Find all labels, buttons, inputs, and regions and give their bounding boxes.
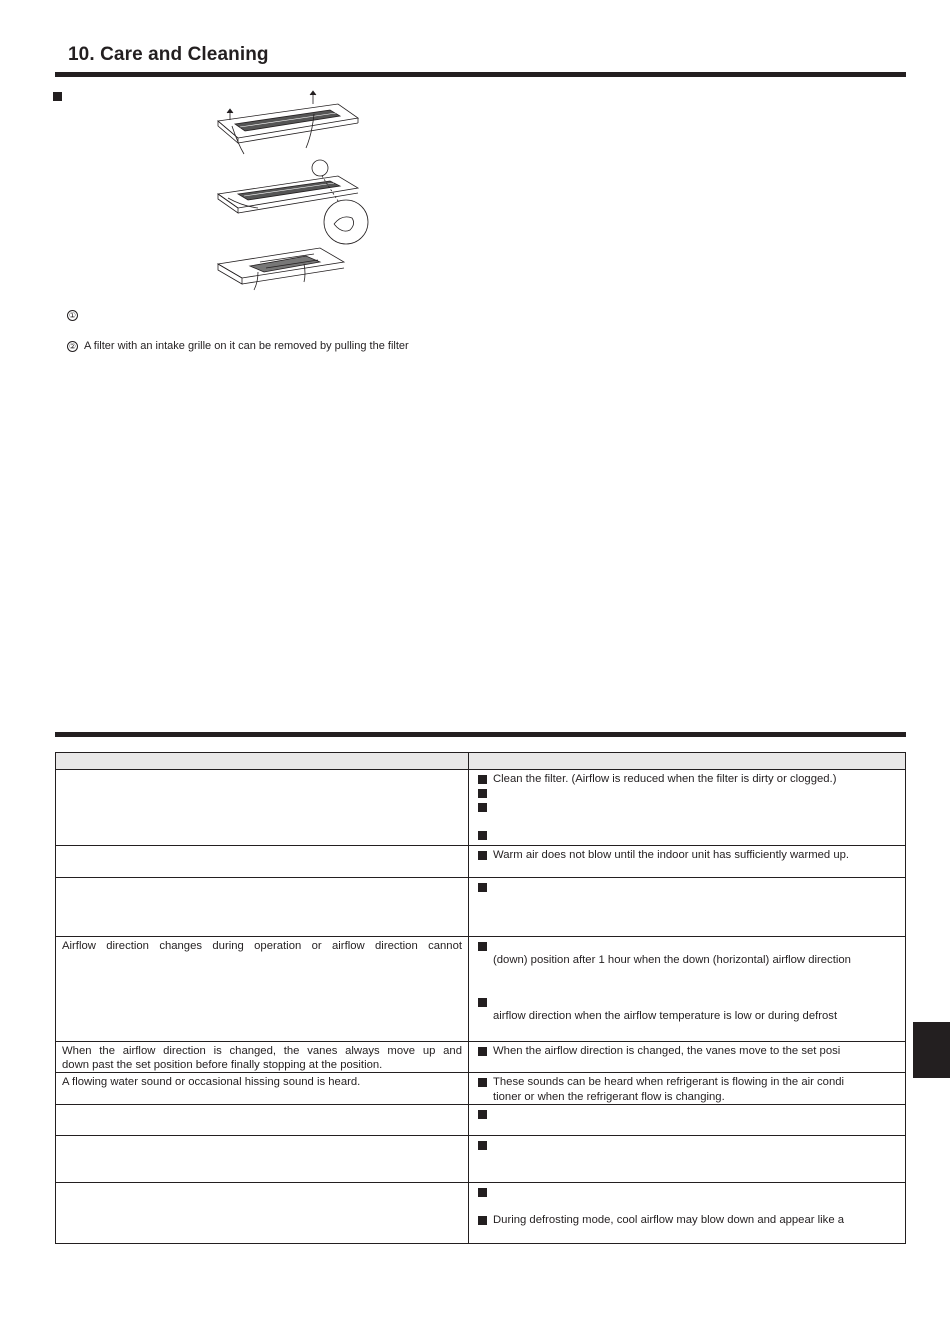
problem-text: When the airflow direction is changed, the vanes always move up and xyxy=(62,1045,462,1057)
note-marker: ① xyxy=(68,311,77,320)
solution-item xyxy=(475,1107,899,1121)
solution-item: During defrosting mode, cool airflow may blow down and appear like a xyxy=(475,1213,899,1227)
solution-cell xyxy=(469,878,906,937)
table-row xyxy=(56,1105,906,1136)
problem-cell xyxy=(56,1042,469,1073)
problem-header xyxy=(56,753,469,770)
bullet-marker xyxy=(478,1110,487,1119)
problem-text: Airflow direction changes during operation or airflow direction cannot xyxy=(62,940,462,952)
solution-continuation xyxy=(475,814,899,828)
solution-cell xyxy=(469,770,906,846)
solution-cell xyxy=(469,1136,906,1183)
problem-cell xyxy=(56,846,469,878)
solution-cell xyxy=(469,1105,906,1136)
note-text: A filter with an intake grille on it can be removed by pulling the filter xyxy=(84,340,409,352)
solution-continuation: airflow direction when the airflow temperature is low or during defrost xyxy=(493,1010,838,1023)
bullet-marker xyxy=(478,851,487,860)
table-row xyxy=(56,1183,906,1244)
panel-diagram-1 xyxy=(218,91,358,154)
note-1 xyxy=(67,308,84,322)
problem-cell xyxy=(56,1136,469,1183)
problem-cell xyxy=(56,1105,469,1136)
solution-item xyxy=(475,1185,899,1199)
bullet-marker xyxy=(478,998,487,1007)
solution-item xyxy=(475,939,899,953)
bullet-marker xyxy=(478,789,487,798)
header-rule xyxy=(55,72,906,77)
section-title: 10. Care and Cleaning xyxy=(68,44,269,65)
solution-continuation: (down) position after 1 hour when the down (horizontal) airflow direction xyxy=(493,954,851,966)
problem-text: A flowing water sound or occasional hissing sound is heard. xyxy=(62,1076,361,1089)
problem-text: down past the set position before finally stopping at the position. xyxy=(62,1059,383,1072)
solution-item: When the airflow direction is changed, the vanes move to the set posi xyxy=(475,1044,899,1058)
table-row xyxy=(56,937,906,1042)
solution-header xyxy=(469,753,906,770)
bullet-marker xyxy=(478,1188,487,1197)
bullet-marker xyxy=(478,942,487,951)
solution-item xyxy=(475,880,899,894)
solution-cell xyxy=(469,1183,906,1244)
panel-diagram-3 xyxy=(218,248,344,290)
bullet-marker xyxy=(478,803,487,812)
table-header-row xyxy=(56,753,906,770)
solution-item xyxy=(475,786,899,800)
note-marker: ② xyxy=(68,342,77,351)
problem-cell xyxy=(56,878,469,937)
table-row xyxy=(56,1073,906,1105)
solution-continuation: tioner or when the refrigerant flow is changing. xyxy=(493,1090,725,1103)
problem-cell xyxy=(56,770,469,846)
solution-item xyxy=(475,995,899,1009)
solution-cell xyxy=(469,937,906,1042)
bullet-marker xyxy=(478,1047,487,1056)
solution-item xyxy=(475,800,899,814)
solution-cell xyxy=(469,1042,906,1073)
bullet-marker xyxy=(478,1141,487,1150)
table-row xyxy=(56,1136,906,1183)
solution-item xyxy=(475,1138,899,1152)
section-rule xyxy=(55,732,906,737)
bullet-marker xyxy=(478,831,487,840)
bullet-marker xyxy=(478,1216,487,1225)
troubleshooting-table xyxy=(55,752,906,1244)
bullet-marker xyxy=(478,883,487,892)
solution-item: Clean the filter. (Airflow is reduced when the filter is dirty or clogged.) xyxy=(475,772,899,786)
table-row xyxy=(56,770,906,846)
solution-item: These sounds can be heard when refrigerant is flowing in the air condi xyxy=(475,1075,899,1089)
note-2 xyxy=(67,339,409,353)
solution-continuation xyxy=(475,967,899,995)
table-row xyxy=(56,1042,906,1073)
solution-item: Warm air does not blow until the indoor unit has sufficiently warmed up. xyxy=(475,848,899,862)
problem-cell xyxy=(56,937,469,1042)
filter-removal-illustration xyxy=(210,86,380,296)
table-row xyxy=(56,846,906,878)
solution-cell xyxy=(469,1073,906,1105)
solution-cell xyxy=(469,846,906,878)
problem-cell xyxy=(56,1183,469,1244)
panel-diagram-2 xyxy=(218,160,368,244)
solution-item xyxy=(475,828,899,842)
problem-cell xyxy=(56,1073,469,1105)
bullet-marker xyxy=(478,775,487,784)
table-row xyxy=(56,878,906,937)
bullet-marker xyxy=(53,92,62,101)
bullet-marker xyxy=(478,1078,487,1087)
side-tab-marker xyxy=(913,1022,950,1078)
